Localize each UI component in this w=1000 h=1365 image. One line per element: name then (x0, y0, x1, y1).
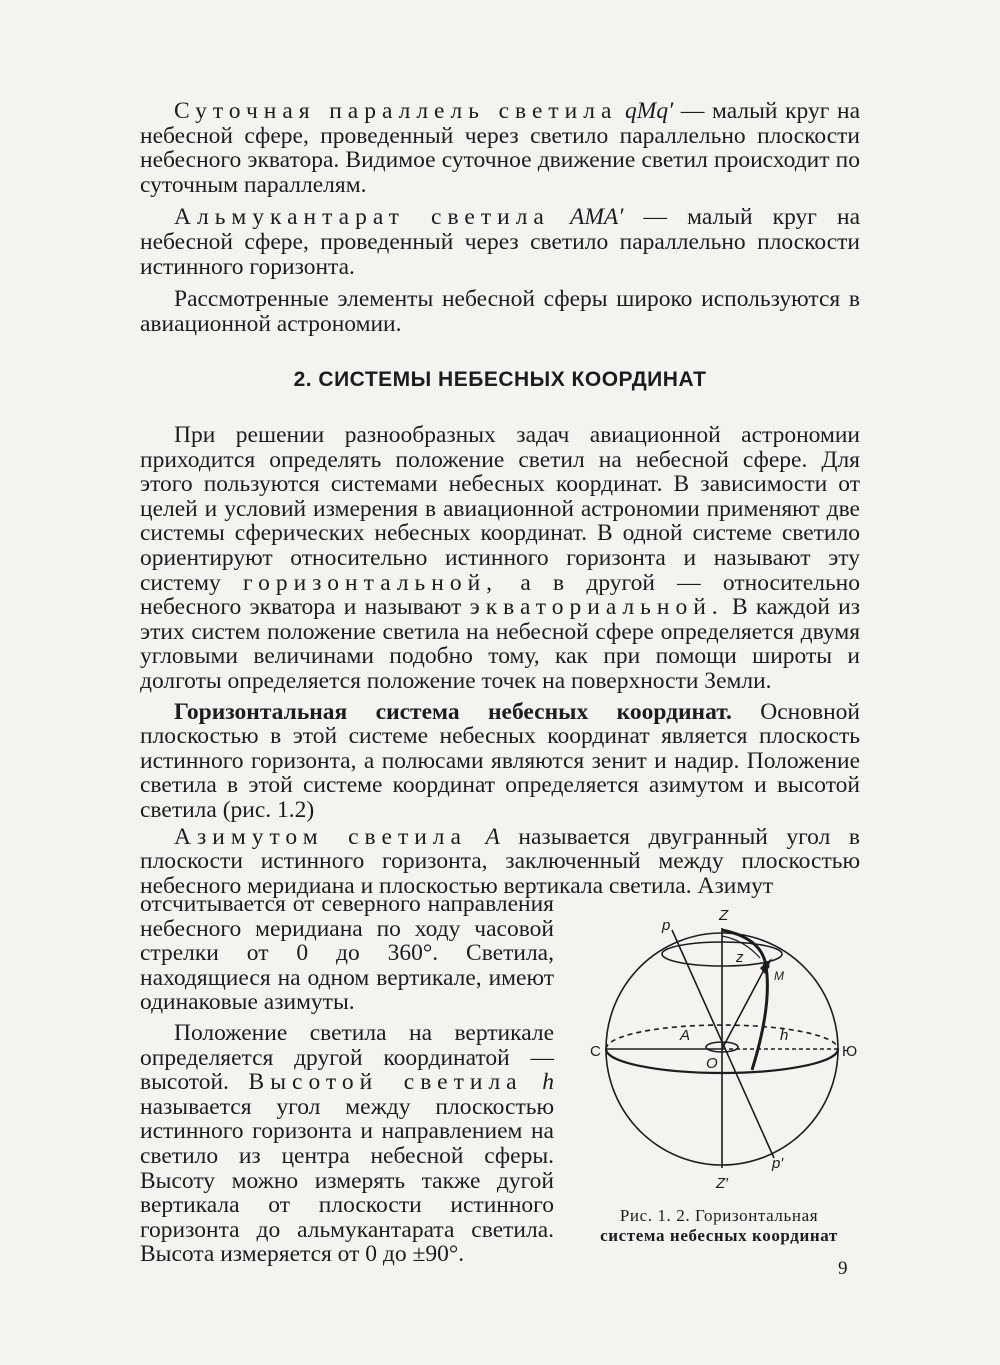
section-title: 2. СИСТЕМЫ НЕБЕСНЫХ КООРДИНАТ (293, 368, 707, 391)
narrow-column (140, 892, 554, 1267)
main-block (140, 423, 860, 898)
paragraph-horizontal-system: Горизонтальная система небесных координат. Основной плоскостью в этой системе небесных координат является плоскость истинного горизонта, а полюсами являются зенит и надир. Положение светила в этой системе координат определяется азимутом и высотой светила (рис. 1.2) (140, 698, 860, 823)
paragraph-azimuth-continued: отсчитывается от северного направления небесного меридиана по ходу часовой стрелки от 0 до 360°. Светила, находящиеся на одном вертикале, имеют одинаковые азимуты. (140, 891, 554, 1016)
label-Z-prime: Z′ (716, 1175, 728, 1192)
label-A: A (680, 1027, 691, 1044)
paragraph-daily-parallel: Суточная параллель светила qMq′ — малый круг на небесной сфере, проведенный через светило параллельно плоскости небесного экватора. Видимое суточное движение светил происходит по суточным параллелям. (140, 98, 861, 198)
label-p: p (662, 917, 671, 934)
page-number: 9 (838, 1258, 848, 1279)
paragraph-coordinate-systems: При решении разнообразных задач авиационной астрономии приходится определять положение светил на небесной сфере. Для этого пользуются системами небесных координат. В зависимости от целей и условий измерения в авиационной астрономии применяют две системы сферических небесных координат. В одной системе светило ориентируют относительно истинного горизонта и называют эту систему горизонтальной, а в другой — относительно небесного экватора и называют экваториальной. В каждой из этих систем положение светила на небесной сфере определяется двумя угловыми величинами подобно тому, как при помощи широты и долготы определяется положение точек на поверхности Земли. (140, 422, 861, 694)
label-z: z (736, 949, 744, 966)
paragraph-azimuth: Азимутом светила A называется двугранный угол в плоскости истинного горизонта, заключенный между плоскостью небесного меридиана и плоскостью вертикала светила. Азимут (140, 823, 860, 899)
celestial-sphere-figure (584, 906, 874, 1201)
paragraph-altitude: Положение светила на вертикале определяется другой координатой — высотой. Высотой светила h называется угол между плоскостью истинного горизонта и направлением на светило из центра небесной сферы. Высоту можно измерять также дугой вертикала от плоскости истинного горизонта до альмукантарата светила. Высота измеряется от 0 до ±90°. (140, 1019, 554, 1268)
label-O: O (706, 1055, 718, 1072)
figure-caption: Рис. 1. 2. Горизонтальная система небесных координат (600, 1206, 838, 1245)
paragraph-elements: Рассмотренные элементы небесной сферы широко используются в авиационной астрономии. (140, 286, 860, 337)
label-south: Ю (842, 1043, 858, 1060)
label-p-prime: p′ (772, 1155, 784, 1172)
paragraph-almucantar: Альмукантарат светила AMA′ — малый круг на небесной сфере, проведенный через светило параллельно плоскости истинного горизонта. (140, 204, 861, 280)
star-direction-line (722, 966, 766, 1049)
celestial-sphere-diagram (584, 906, 874, 1196)
label-Z: Z (719, 907, 729, 924)
label-h: h (780, 1027, 789, 1044)
label-M: M (774, 969, 784, 983)
label-north: С (590, 1043, 601, 1060)
intro-block (140, 99, 860, 336)
